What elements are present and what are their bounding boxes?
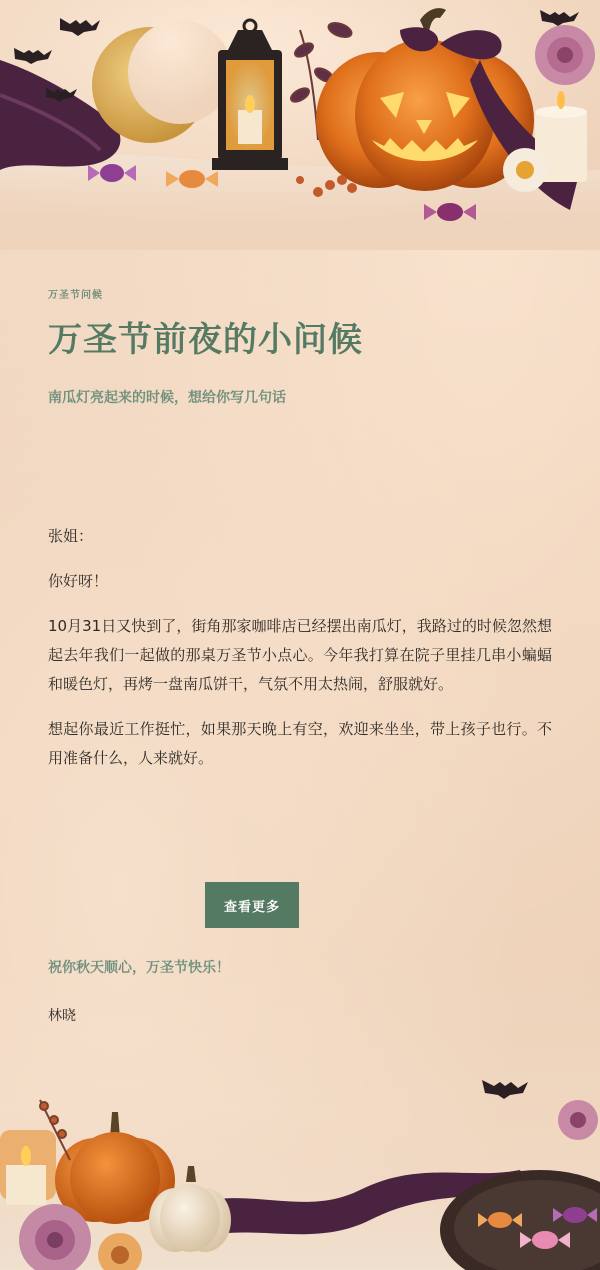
letter-paragraph: 想起你最近工作挺忙，如果那天晚上有空，欢迎来坐坐，带上孩子也行。不用准备什么，人来就好。 — [48, 720, 552, 767]
letter-body — [48, 522, 552, 789]
flower-icon — [558, 1100, 598, 1140]
flower-icon — [535, 25, 595, 85]
page-subtitle: 南瓜灯亮起来的时候，想给你写几句话 — [48, 390, 286, 406]
cta-container — [205, 882, 299, 928]
view-more-button[interactable]: 查看更多 — [205, 882, 299, 928]
letter-greeting: 张姐： — [48, 527, 94, 545]
candle-icon — [0, 1130, 56, 1205]
halloween-banner — [0, 0, 600, 250]
letter-paragraph: 10月31日又快到了，街角那家咖啡店已经摆出南瓜灯，我路过的时候忽然想起去年我们一起做的那桌万圣节小点心。今年我打算在院子里挂几串小蝙蝠和暖色灯，再烤一盘南瓜饼干，气氛不用太热闹，舒服就好。 — [48, 617, 552, 693]
page-title: 万圣节前夜的小问候 — [48, 320, 363, 360]
bat-icon — [482, 1080, 528, 1099]
candle-icon — [245, 95, 255, 113]
halloween-footer-art — [0, 1070, 600, 1270]
flower-icon — [503, 148, 547, 192]
header-kicker: 万圣节问候 — [48, 290, 103, 301]
letter-salutation: 你好呀！ — [48, 572, 109, 590]
signature: 林晓 — [48, 1008, 76, 1024]
closing-line: 祝你秋天顺心，万圣节快乐！ — [48, 960, 230, 976]
